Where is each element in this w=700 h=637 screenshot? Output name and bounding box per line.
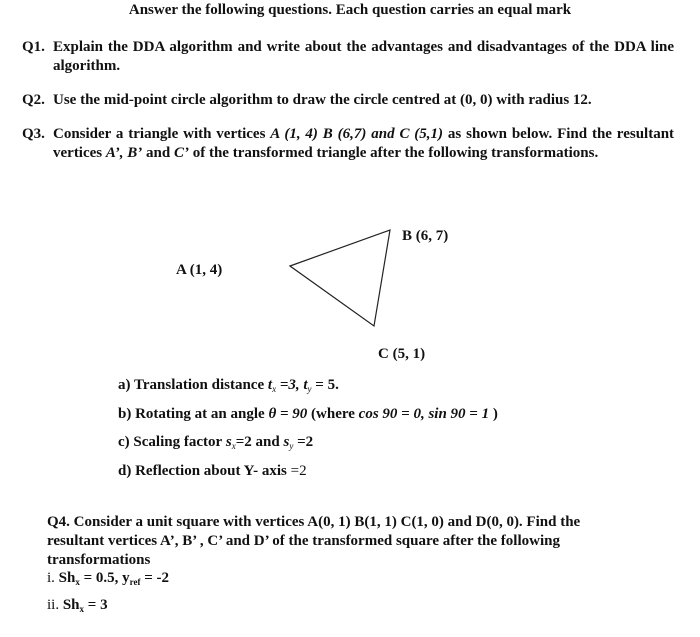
- question-3-text: Consider a triangle with vertices A (1, 4) B (6,7) and C (5,1) as shown below. Find the resultant vertices A’, B’ and C’ of the transformed triangle after the following transformations.: [53, 126, 675, 161]
- question-2-number: Q2.: [22, 92, 45, 108]
- q4-item-i: i. $Sh_x = 0.5$, $y_{ref} = -2$: [47, 570, 170, 587]
- item-a-translation: a) Translation distance $t_x =3$, $t_y = 5$.: [118, 377, 339, 394]
- triangle-shape: [290, 230, 390, 326]
- page-heading: Answer the following questions. Each question carries an equal mark: [128, 2, 572, 18]
- label-vertex-a: A (1, 4): [176, 262, 223, 278]
- question-4-text: Q4. Consider a unit square with vertices A(0, 1) B(1, 1) C(1, 0) and D(0, 0). Find the resultant vertices A’, B’ , C’ and D’ of the transformed square after the following transformations: [47, 514, 581, 568]
- label-vertex-c: C (5, 1): [378, 346, 426, 362]
- vertex-b: B (6,7): [322, 126, 367, 142]
- vertex-a: A (1, 4): [270, 126, 318, 142]
- question-3-number: Q3.: [22, 126, 45, 142]
- label-vertex-b: B (6, 7): [402, 228, 449, 244]
- question-1-number: Q1.: [22, 39, 45, 55]
- vertex-c: C (5,1): [399, 126, 444, 142]
- item-c-scaling: c) Scaling factor $s_x=2$ and $s_y =2$: [118, 434, 314, 451]
- item-d-reflection: d) Reflection about Y- axis =2: [118, 463, 307, 479]
- item-b-rotation: b) Rotating at an angle θ = 90 (where cos 90 = 0, sin 90 = 1 ): [118, 406, 498, 422]
- q4-item-ii: ii. $Sh_x = 3$: [47, 597, 108, 614]
- question-1-text: Explain the DDA algorithm and write about the advantages and disadvantages of the DDA line algorithm.: [53, 39, 674, 74]
- question-2-text: Use the mid-point circle algorithm to draw the circle centred at (0, 0) with radius 12.: [53, 92, 592, 108]
